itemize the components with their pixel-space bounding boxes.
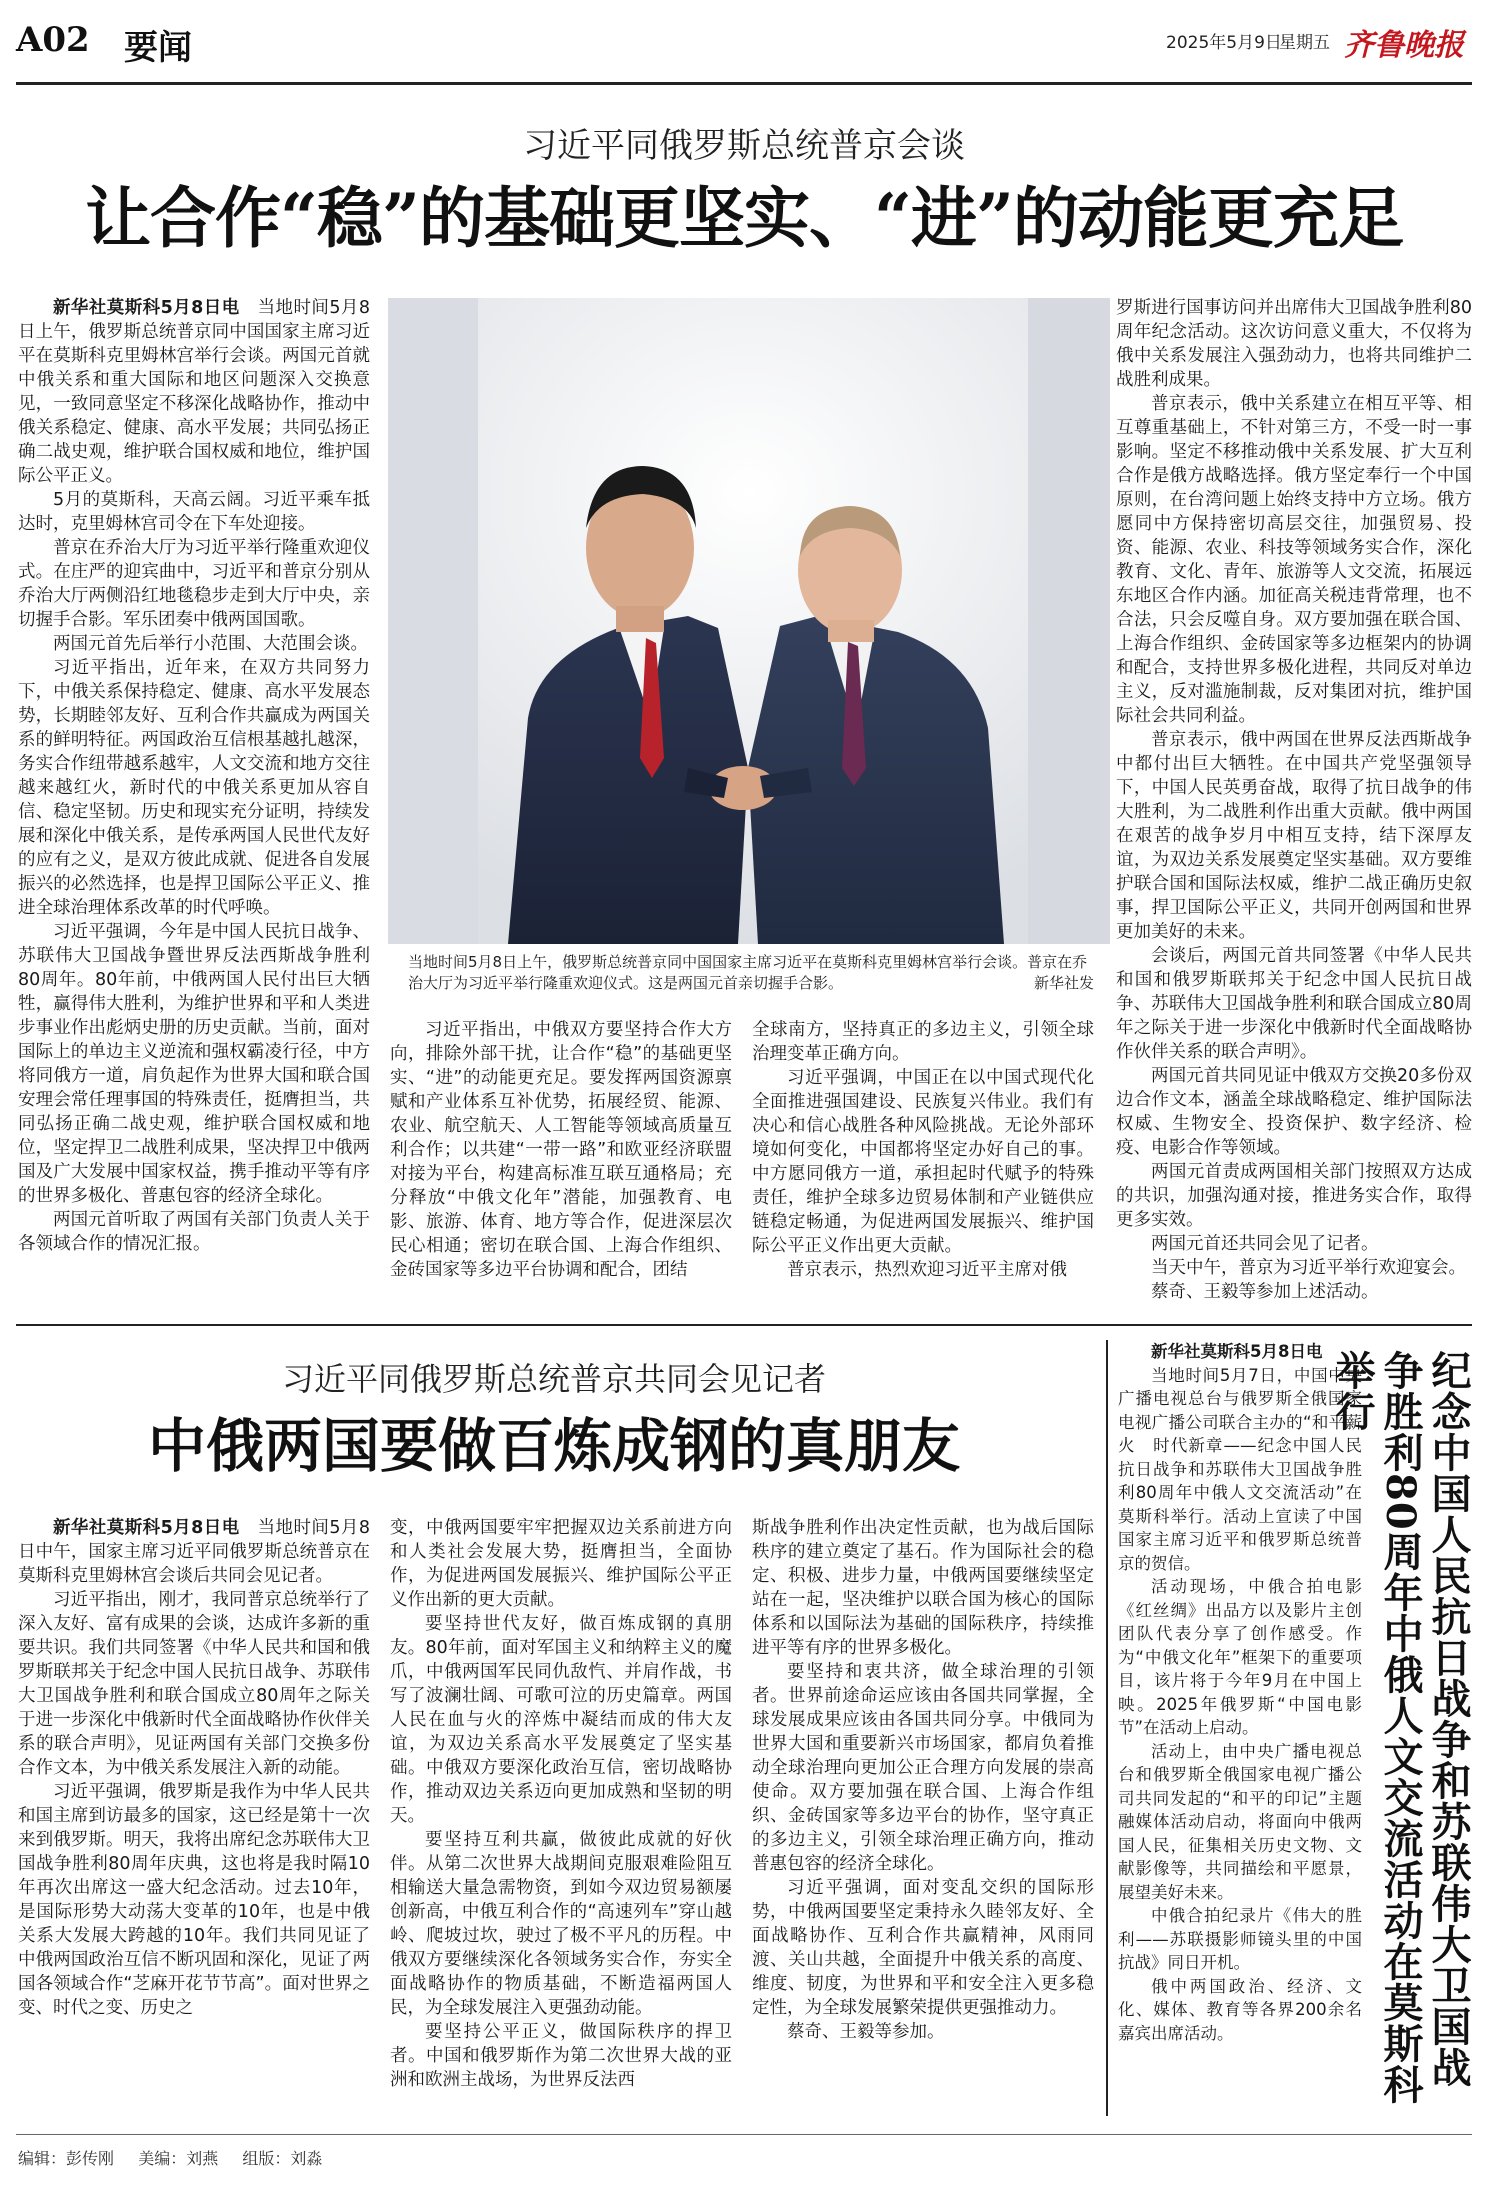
article2-column-3 <box>752 1516 1094 2116</box>
paragraph <box>752 1066 1094 1258</box>
paragraph <box>1116 392 1472 728</box>
paragraph <box>18 488 370 536</box>
paragraph <box>752 1018 1094 1066</box>
paragraph-text: 当地时间5月8日中午，国家主席习近平同俄罗斯总统普京在莫斯科克里姆林宫会谈后共同会见记者。 <box>18 1518 370 1586</box>
paragraph-text: 普京表示，俄中两国在世界反法西斯战争中都付出巨大牺牲。在中国共产党坚强领导下，中国人民英勇奋战，取得了抗日战争的伟大胜利，为二战胜利作出重大贡献。俄中两国在艰苦的战争岁月中相互支持，结下深厚友谊，为双边关系发展奠定坚实基础。双方要维护联合国和国际法权威，维护二战正确历史叙事，捍卫国际公平正义，共同开创两国和世界更加美好的未来。 <box>1116 730 1472 942</box>
paragraph <box>18 536 370 632</box>
paragraph-text: 要坚持公平正义，做国际秩序的捍卫者。中国和俄罗斯作为第二次世界大战的亚洲和欧洲主战场，为世界反法西 <box>390 2022 732 2090</box>
section-name: 要闻 <box>124 28 192 68</box>
paragraph <box>752 1258 1094 1282</box>
article2-headline: 中俄两国要做百炼成钢的真朋友 <box>147 1412 960 1480</box>
paragraph-text: 俄中两国政治、经济、文化、媒体、教育等各界200余名嘉宾出席活动。 <box>1118 1976 1362 2043</box>
paragraph <box>18 1516 370 1588</box>
paragraph-text: 两国元首共同见证中俄双方交换20多份双边合作文本，涵盖全球战略稳定、维护国际法权威、生物安全、投资保护、数字经济、检疫、电影合作等领域。 <box>1116 1066 1472 1158</box>
issue-weekday: 星期五 <box>1279 33 1330 53</box>
paragraph <box>18 1780 370 2020</box>
dateline: 新华社莫斯科5月8日电 <box>53 1518 240 1538</box>
paragraph-text: 习近平强调，今年是中国人民抗日战争、苏联伟大卫国战争暨世界反法西斯战争胜利80周年。80年前，中俄两国人民付出巨大牺牲，赢得伟大胜利，为维护世界和平和人类进步事业作出彪炳史册的历史贡献。当前，面对国际上的单边主义逆流和强权霸凌行径，中方将同俄方一道，肩负起作为世界大国和联合国安理会常任理事国的特殊责任，挺膺担当，共同弘扬正确二战史观，维护联合国权威和地位，坚定捍卫二战胜利成果，坚决捍卫中俄两国及广大发展中国家权益，携手推动平等有序的世界多极化、普惠包容的经济全球化。 <box>18 922 370 1206</box>
paragraph-text: 要坚持和衷共济，做全球治理的引领者。世界前途命运应该由各国共同掌握，全球发展成果应该由各国共同分享。中俄同为世界大国和重要新兴市场国家，都肩负着推动全球治理向更加公正合理方向发展的崇高使命。双方要加强在联合国、上海合作组织、金砖国家等多边平台的协作，坚守真正的多边主义，引领全球治理正确方向，推动普惠包容的经济全球化。 <box>752 1662 1094 1874</box>
paragraph <box>752 2020 1094 2044</box>
article3-headline-text: 纪念中国人民抗日战争和苏联伟大卫国战争胜利80周年中俄人文交流活动在莫斯科举行 <box>1329 1350 1472 2105</box>
article2-column-2 <box>390 1516 732 2116</box>
paragraph-text: 蔡奇、王毅等参加。 <box>787 2022 945 2042</box>
paragraph-text: 习近平强调，俄罗斯是我作为中华人民共和国主席到访最多的国家，这已经是第十一次来到俄罗斯。明天，我将出席纪念苏联伟大卫国战争胜利80周年庆典，这也将是我时隔10年再次出席这一盛大纪念活动。过去10年，是国际形势大动荡大变革的10年，也是中俄关系大发展大跨越的10年。我们共同见证了中俄两国政治互信不断巩固和深化，见证了两国各领域合作“芝麻开花节节高”。面对世界之变、时代之变、历史之 <box>18 1782 370 2018</box>
photo-caption-text: 当地时间5月8日上午，俄罗斯总统普京同中国国家主席习近平在莫斯科克里姆林宫举行会谈。普京在乔治大厅为习近平举行隆重欢迎仪式。这是两国元首亲切握手合影。 <box>408 953 1088 992</box>
page-header <box>16 8 1472 80</box>
paragraph-text: 普京在乔治大厅为习近平举行隆重欢迎仪式。在庄严的迎宾曲中，习近平和普京分别从乔治大厅两侧沿红地毯稳步走到大厅中央，亲切握手合影。军乐团奏中俄两国国歌。 <box>18 538 370 630</box>
article3-headline <box>1329 1350 1472 2110</box>
paragraph-text: 两国元首听取了两国有关部门负责人关于各领域合作的情况汇报。 <box>18 1210 370 1254</box>
article1-kicker: 习近平同俄罗斯总统普京会谈 <box>523 126 965 166</box>
paragraph <box>752 1876 1094 2020</box>
footer-credits <box>18 2146 718 2169</box>
footer-rule <box>16 2134 1472 2135</box>
paragraph <box>1116 1160 1472 1232</box>
article3-column <box>1118 1340 1362 2116</box>
paragraph-text: 两国元首责成两国相关部门按照双方达成的共识，加强沟通对接，推进务实合作，取得更多实效。 <box>1116 1162 1472 1230</box>
paragraph-text: 全球南方，坚持真正的多边主义，引领全球治理变革正确方向。 <box>752 1020 1094 1064</box>
paragraph-text: 当地时间5月7日，中国中央广播电视总台与俄罗斯全俄国家电视广播公司联合主办的“和平薪火 时代新章——纪念中国人民抗日战争和苏联伟大卫国战争胜利80周年中俄人文交流活动”在莫斯科举行。活动上宣读了中国国家主席习近平和俄罗斯总统普京的贺信。 <box>1118 1365 1362 1573</box>
paragraph <box>18 296 370 488</box>
paragraph <box>18 656 370 920</box>
paragraph <box>1118 1575 1362 1740</box>
paragraph-text: 当天中午，普京为习近平举行欢迎宴会。 <box>1151 1258 1466 1278</box>
paragraph-text: 普京表示，俄中关系建立在相互平等、相互尊重基础上，不针对第三方，不受一时一事影响。坚定不移推动俄中关系发展、扩大互利合作是俄方战略选择。俄方坚定奉行一个中国原则，在台湾问题上始终支持中方立场。俄方愿同中方保持密切高层交往，加强贸易、投资、能源、农业、科技等领域务实合作，深化教育、文化、青年、旅游等人文交流，拓展远东地区合作内涵。加征高关税违背常理，也不合法，只会反噬自身。双方要加强在联合国、上海合作组织、金砖国家等多边框架内的协调和配合，支持世界多极化进程，共同反对单边主义，反对滥施制裁，反对集团对抗，维护国际社会共同利益。 <box>1116 394 1472 726</box>
paragraph <box>18 920 370 1208</box>
article1-column-1 <box>18 296 370 1310</box>
paragraph-text: 习近平强调，面对变乱交织的国际形势，中俄两国要坚定秉持永久睦邻友好、全面战略协作、互利合作共赢精神，风雨同渡、关山共越，全面提升中俄关系的高度、维度、韧度，为世界和平和安全注入更多稳定性，为全球发展繁荣提供更强推动力。 <box>752 1878 1094 2018</box>
paragraph <box>1116 296 1472 392</box>
paragraph-text: 要坚持互利共赢，做彼此成就的好伙伴。从第二次世界大战期间克服艰难险阻互相输送大量急需物资，到如今双边贸易额屡创新高，中俄互利合作的“高速列车”穿山越岭、爬坡过坎，驶过了极不平凡的历程。中俄双方要继续深化各领域务实合作，夯实全面战略协作的物质基础，不断造福两国人民，为全球发展注入更强劲动能。 <box>390 1830 732 2018</box>
paragraph-text: 习近平指出，刚才，我同普京总统举行了深入友好、富有成果的会谈，达成许多新的重要共识。我们共同签署《中华人民共和国和俄罗斯联邦关于纪念中国人民抗日战争、苏联伟大卫国战争胜利和联合国成立80周年之际关于进一步深化中俄新时代全面战略协作伙伴关系的联合声明》，见证两国有关部门交换多份合作文本，为中俄关系发展注入新的动能。 <box>18 1590 370 1778</box>
handshake-photo <box>388 298 1110 944</box>
paragraph <box>1118 1740 1362 1905</box>
paragraph <box>1116 1064 1472 1160</box>
paragraph <box>18 632 370 656</box>
paragraph <box>1118 1364 1362 1576</box>
paragraph <box>390 1612 732 1828</box>
paragraph-text: 罗斯进行国事访问并出席伟大卫国战争胜利80周年纪念活动。这次访问意义重大，不仅将为俄中关系发展注入强劲动力，也将共同维护二战胜利成果。 <box>1116 298 1472 390</box>
photo-credit: 新华社发 <box>1033 974 1094 992</box>
dateline: 新华社莫斯科5月8日电 <box>1151 1342 1323 1361</box>
article2-column-1 <box>18 1516 370 2116</box>
page-number: A02 <box>16 20 90 60</box>
paragraph-text: 习近平指出，近年来，在双方共同努力下，中俄关系保持稳定、健康、高水平发展态势，长期睦邻友好、互利合作共赢成为两国关系的鲜明特征。两国政治互信根基越扎越深，务实合作纽带越系越牢，人文交流和地方交往越来越红火，新时代的中俄关系更加从容自信、稳定坚韧。历史和现实充分证明，持续发展和深化中俄关系，是传承两国人民世代友好的应有之义，是双方彼此成就、促进各自发展振兴的必然选择，也是捍卫国际公平正义、推进全球治理体系改革的时代呼唤。 <box>18 658 370 918</box>
paragraph <box>18 1588 370 1780</box>
paragraph-text: 中俄合拍纪录片《伟大的胜利——苏联摄影师镜头里的中国抗战》同日开机。 <box>1118 1906 1362 1972</box>
paragraph <box>1118 1904 1362 1975</box>
paragraph-text: 要坚持世代友好，做百炼成钢的真朋友。80年前，面对军国主义和纳粹主义的魔爪，中俄两国军民同仇敌忾、并肩作战，书写了波澜壮阔、可歌可泣的历史篇章。两国人民在血与火的淬炼中凝结而成的伟大友谊，为双边关系高水平发展奠定了坚实基础。中俄双方要深化政治互信，密切战略协作，推动双边关系迈向更加成熟和坚韧的明天。 <box>390 1614 732 1826</box>
paragraph-text: 习近平强调，中国正在以中国式现代化全面推进强国建设、民族复兴伟业。我们有决心和信心战胜各种风险挑战。无论外部环境如何变化，中国都将坚定办好自己的事。中方愿同俄方一道，承担起时代赋予的特殊责任，维护全球多边贸易体制和产业链供应链稳定畅通，为促进两国发展振兴、维护国际公平正义作出更大贡献。 <box>752 1068 1094 1256</box>
paragraph <box>1118 1340 1362 1364</box>
footer-designer: 美编：刘燕 <box>138 2149 219 2168</box>
article1-headline: 让合作“稳”的基础更坚实、“进”的动能更充足 <box>85 179 1403 257</box>
paragraph-text: 普京表示，热烈欢迎习近平主席对俄 <box>787 1260 1067 1280</box>
article1-column-4 <box>1116 296 1472 1310</box>
paragraph-text: 两国元首先后举行小范围、大范围会谈。 <box>53 634 368 654</box>
article2-kicker: 习近平同俄罗斯总统普京共同会见记者 <box>281 1360 826 1398</box>
paragraph <box>752 1516 1094 1660</box>
paragraph <box>1116 1280 1472 1304</box>
paragraph-text: 当地时间5月8日上午，俄罗斯总统普京同中国国家主席习近平在莫斯科克里姆林宫举行会谈。两国元首就中俄关系和重大国际和地区问题深入交换意见，一致同意坚定不移深化战略协作，推动中俄关系稳定、健康、高水平发展；共同弘扬正确二战史观，维护联合国权威和地位，维护国际公平正义。 <box>18 298 370 486</box>
paragraph-text: 习近平指出，中俄双方要坚持合作大方向，排除外部干扰，让合作“稳”的基础更坚实、“进”的动能更充足。要发挥两国资源禀赋和产业体系互补优势，拓展经贸、能源、农业、航空航天、人工智能等领域高质量互利合作；以共建“一带一路”和欧亚经济联盟对接为平台，构建高标准互联互通格局；充分释放“中俄文化年”潜能，加强教育、电影、旅游、体育、地方等合作，促进深层次民心相通；密切在联合国、上海合作组织、金砖国家等多边平台协调和配合，团结 <box>390 1020 732 1280</box>
paragraph-text: 蔡奇、王毅等参加上述活动。 <box>1151 1282 1379 1302</box>
paragraph <box>752 1660 1094 1876</box>
footer-layout: 组版：刘淼 <box>242 2149 323 2168</box>
paragraph-text: 5月的莫斯科，天高云阔。习近平乘车抵达时，克里姆林宫司令在下车处迎接。 <box>18 490 370 534</box>
photo-caption <box>408 952 1094 1000</box>
newspaper-logo: 齐鲁晚报 <box>1344 28 1464 63</box>
paragraph <box>18 1208 370 1256</box>
paragraph-text: 变，中俄两国要牢牢把握双边关系前进方向和人类社会发展大势，挺膺担当，全面协作，为促进两国发展振兴、维护国际公平正义作出新的更大贡献。 <box>390 1518 732 1610</box>
paragraph <box>1116 944 1472 1064</box>
paragraph <box>1116 728 1472 944</box>
paragraph <box>1118 1975 1362 2046</box>
sidebar-left-rule <box>1106 1340 1108 2116</box>
paragraph <box>390 2020 732 2092</box>
paragraph <box>390 1828 732 2020</box>
article1-column-3 <box>752 1018 1094 1312</box>
paragraph <box>1116 1232 1472 1256</box>
photo-illustration <box>388 298 1110 944</box>
article1-column-2 <box>390 1018 732 1312</box>
paragraph-text: 活动上，由中央广播电视总台和俄罗斯全俄国家电视广播公司共同发起的“和平的印记”主题融媒体活动启动，将面向中俄两国人民，征集相关历史文物、文献影像等，共同描绘和平愿景，展望美好未来。 <box>1118 1741 1362 1902</box>
paragraph-text: 两国元首还共同会见了记者。 <box>1151 1234 1379 1254</box>
paragraph <box>390 1018 732 1282</box>
paragraph-text: 会谈后，两国元首共同签署《中华人民共和国和俄罗斯联邦关于纪念中国人民抗日战争、苏联伟大卫国战争胜利和联合国成立80周年之际关于进一步深化中俄新时代全面战略协作伙伴关系的联合声明》。 <box>1116 946 1472 1062</box>
issue-date: 2025年5月9日 <box>1166 33 1282 53</box>
paragraph <box>390 1516 732 1612</box>
footer-editor: 编辑：彭传刚 <box>18 2149 115 2168</box>
paragraph-text: 斯战争胜利作出决定性贡献，也为战后国际秩序的建立奠定了基石。作为国际社会的稳定、积极、进步力量，中俄两国要继续坚定站在一起，坚决维护以联合国为核心的国际体系和以国际法为基础的国际秩序，持续推进平等有序的世界多极化。 <box>752 1518 1094 1658</box>
paragraph <box>1116 1256 1472 1280</box>
header-rule <box>16 82 1472 85</box>
dateline: 新华社莫斯科5月8日电 <box>53 298 240 318</box>
paragraph-text: 活动现场，中俄合拍电影《红丝绸》出品方以及影片主创团队代表分享了创作感受。作为“中俄文化年”框架下的重要项目，该片将于今年9月在中国上映。2025年俄罗斯“中国电影节”在活动上启动。 <box>1118 1577 1362 1737</box>
section-divider <box>16 1324 1472 1326</box>
